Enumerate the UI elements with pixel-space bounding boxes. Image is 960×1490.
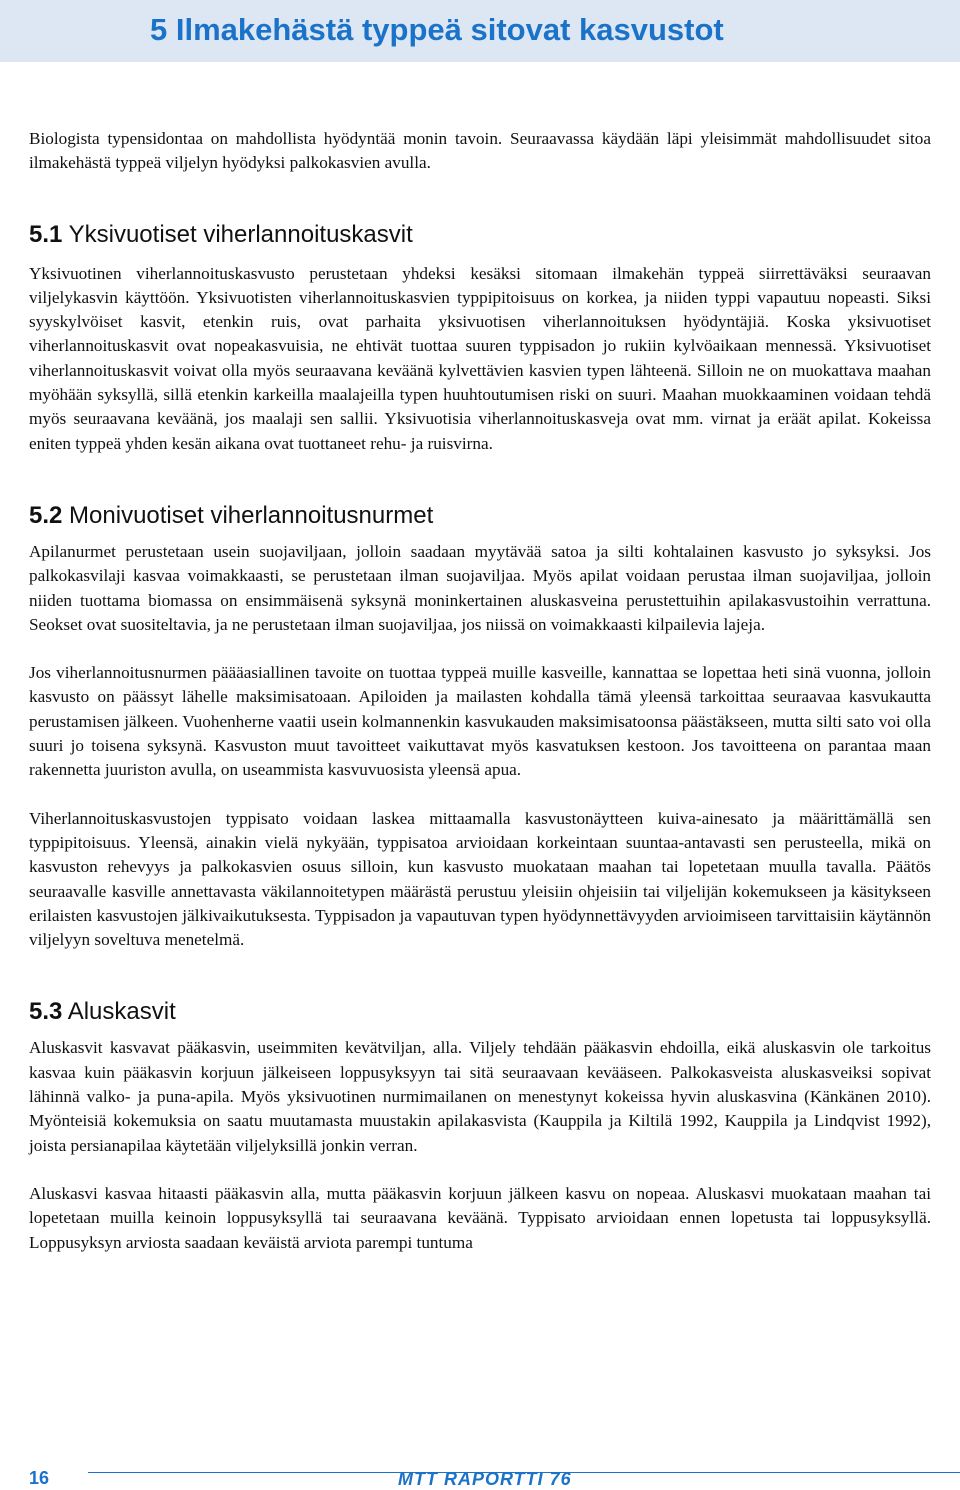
section-title: Yksivuotiset viherlannoituskasvit [68, 220, 413, 248]
chapter-title: 5 Ilmakehästä typpeä sitovat kasvustot [150, 12, 724, 47]
publication-brand: MTT RAPORTTI 76 [398, 1469, 572, 1489]
body-paragraph: Aluskasvi kasvaa hitaasti pääkasvin alla, mutta pääkasvin korjuun jälkeen kasvu on nopeaa. Aluskasvi muokataan maahan tai lopetetaan muilla keinoin loppusyksyllä tai seuraavana keväänä. Typpisato arvioidaan ennen lopetusta tai loppusyksyllä. Loppusyksyn arviosta saadaan keväistä arviota parempi tuntuma [29, 1183, 931, 1252]
body-paragraph: Apilanurmet perustetaan usein suojaviljaan, jolloin saadaan myytävää satoa ja silti kohtalainen kasvusto jo syksyksi. Jos palkokasvilaji kasvaa voimakkaasti, se perustetaan ilman suojaviljaa. Myös apilat voidaan perustaa ilman suojaviljaa, jolloin niiden tuottama biomassa on ensimmäisenä syksynä moninkertainen aluskasveina perustettuihin apilakasvustoihin verrattuna. Seokset ovat suositeltavia, ja ne perustetaan ilman suojaviljaa, jos niissä on voimakkaasti kilpailevia lajeja. [29, 541, 931, 634]
page-number: 16 [29, 1468, 50, 1488]
section-number: 5.2 [29, 501, 63, 529]
section-title: Aluskasvit [67, 998, 176, 1026]
intro-paragraph: Biologista typensidontaa on mahdollista hyödyntää monin tavoin. Seuraavassa käydään läpi yleisimmät mahdollisuudet sitoa ilmakehästä typpeä viljelyn hyödyksi palkokasvien avulla. [29, 129, 931, 173]
body-paragraph: Yksivuotinen viherlannoituskasvusto perustetaan yhdeksi kesäksi sitomaan ilmakehän typpeä siirrettäväksi seuraavan viljelykasvin käyttöön. Yksivuotisten viherlannoituskasvien typpipitoisuus on korkea, ja niiden typpi vapautuu nopeasti. Siksi syyskylvöiset kasvit, etenkin ruis, ovat parhaita yksivuotisen viherlannoituksen hyödyntäjiä. Koska yksivuotiset viherlannoituskasvit ovat nopeakasvuisia, ne ehtivät tuottaa suuren typpisadon jo rukiin kylvöaikaan mennessä. Yksivuotiset viherlannoituskasvit voivat olla myös seuraavana keväänä kylvettävien kasvien typen lähteenä. Silloin ne on muokattava maahan myöhään syksyllä, sillä etenkin karkeilla maalajeilla typen huuhtoutumisen riski on suuri. Maahan muokkaaminen voidaan tehdä myös seuraavana keväänä, jos maalaji sen sallii. Yksivuotisia viherlannoituskasveja ovat mm. virnat ja eräät apilat. Kokeissa eniten typpeä yhden kesän aikana ovat tuottaneet rehu- ja ruisvirna. [29, 263, 931, 453]
section-number: 5.1 [29, 220, 63, 248]
page-body [29, 127, 931, 1255]
section-heading-5-2 [29, 501, 931, 531]
body-paragraph: Jos viherlannoitusnurmen päääasiallinen tavoite on tuottaa typpeä muille kasveille, kannattaa se lopettaa heti sinä vuonna, jolloin kasvusto on päässyt lähelle maksimisatoaan. Apiloiden ja mailasten kohdalla tämä yleensä tarkoittaa seuraavaa kasvukautta perustamisen jälkeen. Vuohenherne vaatii usein kolmannenkin kasvukauden maksimisatoonsa päästäkseen, mutta silti sato voi olla suuri jo toisena syksynä. Kasvuston muut tavoitteet vaikuttavat myös kasvatuksen kestoon. Jos tavoitteena on parantaa maan rakennetta juuriston avulla, on useammista kasvuvuosista yleensä apua. [29, 663, 931, 780]
body-paragraph: Aluskasvit kasvavat pääkasvin, useimmiten kevätviljan, alla. Viljely tehdään pääkasvin ehdoilla, eikä aluskasvin ole tarkoitus kasvaa kuin pääkasvin korjuun jälkeiseen loppusyksyyn tai sitä seuraavaan kevääseen. Palkokasveista aluskasveiksi sopivat lähinnä valko- ja puna-apila. Myös yksivuotinen nurmimailanen on menestynyt kokeissa hyvin aluskasvina (Känkänen 2010). Myönteisiä kokemuksia on saatu muutamasta muustakin apilakasvista (Kauppila ja Kiltilä 1992, Kauppila ja Lindqvist 1992), joista persianapilaa käytetään viljelyksillä jonkin verran. [29, 1038, 931, 1155]
section-number: 5.3 [29, 998, 63, 1026]
body-paragraph: Viherlannoituskasvustojen typpisato voidaan laskea mittaamalla kasvustonäytteen kuiva-ainesato ja määrittämällä sen typpipitoisuus. Yleensä, ainakin vielä nykyään, typpisatoa arvioidaan korkeintaan suuntaa-antavasti sen perusteella, mikä on kasvuston rehevyys ja palkokasvien osuus silloin, kun kasvusto muokataan maahan tai lopetetaan muulla tavalla. Päätös seuraavalle kasville annettavasta väkilannoitetypen määrästä perustuu yleisiin ohjeisiin tai viljelijän kokemukseen ja käsitykseen erilaisten kasvustojen jälkivaikutuksesta. Typpisadon ja vapautuvan typen hyödynnettävyyden arvioimiseen tarvittaisiin käytännön viljelyyn soveltuva menetelmä. [29, 808, 931, 950]
section-heading-5-1 [29, 220, 931, 250]
section-heading-5-3 [29, 997, 931, 1027]
chapter-header-band [0, 0, 960, 62]
section-title: Monivuotiset viherlannoitusnurmet [69, 501, 434, 529]
